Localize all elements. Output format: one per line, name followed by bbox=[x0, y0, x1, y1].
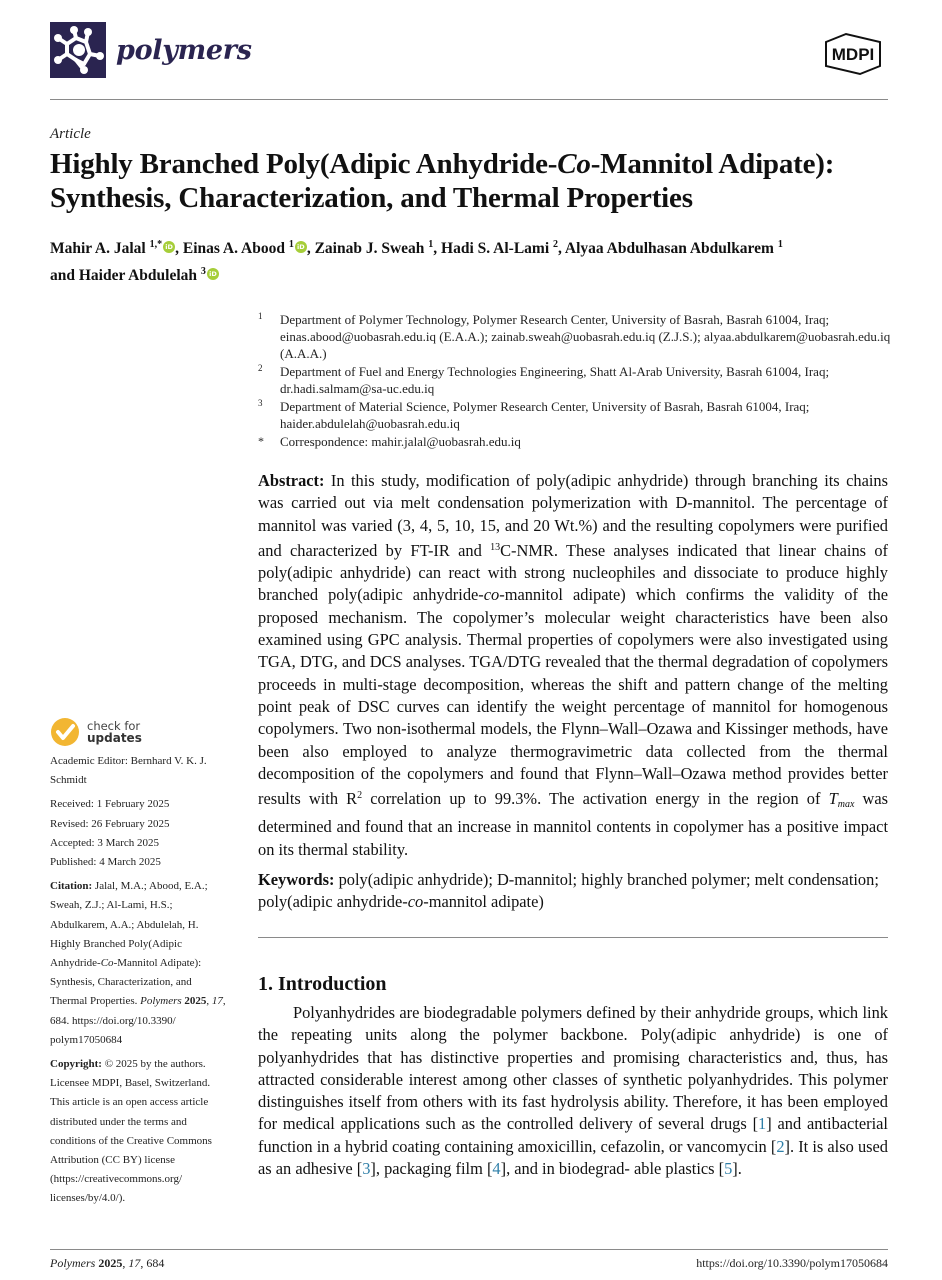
received-date: Received: 1 February 2025 bbox=[50, 798, 170, 811]
title-text: Highly Branched Poly(Adipic Anhydride- bbox=[50, 148, 558, 180]
author-name[interactable]: Zainab J. Sweah bbox=[314, 240, 425, 257]
check-updates-label bbox=[87, 720, 142, 744]
article-sidebar bbox=[50, 716, 230, 1214]
affiliation-text: Department of Fuel and Energy Technologies Engineering, Shatt Al-Arab University, Basrah 61004, Iraq; dr.hadi.salmam@sa-uc.edu.iq bbox=[280, 364, 830, 396]
abstract bbox=[258, 470, 888, 861]
article-title bbox=[50, 147, 910, 215]
citation-text: Jalal, M.A.; Abood, E.A.; Sweah, Z.J.; Al-Lami, H.S.; Abdulkarem, A.A.; Abdulelah, H. Highly Branched Poly(Adipic Anhydride- bbox=[50, 880, 208, 970]
author-list: Mahir A. Jalal $^{1,*}$ iD , Einas A. Abood $^1$ iD , Zainab J. Sweah $^1$, Hadi S. Al-Lami $^2$, Alyaa Abdulhasan Abdulkarem $^1$ and Haider Abdulelah $^3$ iD bbox=[50, 239, 783, 284]
correspondence-marker: * bbox=[258, 434, 264, 448]
italic-text: co bbox=[483, 585, 500, 605]
page-header bbox=[50, 22, 888, 82]
superscript: 13 bbox=[490, 541, 501, 553]
title-text: -Mannitol Adipate): bbox=[590, 148, 835, 180]
footer-divider bbox=[50, 1249, 888, 1250]
author-affil-sup: 1,* bbox=[149, 239, 163, 250]
affiliation-text: Department of Material Science, Polymer Research Center, University of Basrah, Basrah 61004, Iraq; haider.abdulelah@uobasrah.edu.iq bbox=[280, 399, 810, 431]
author-affil-sup: 1 bbox=[428, 239, 434, 250]
header-divider bbox=[50, 99, 888, 100]
published-date: Published: 4 March 2025 bbox=[50, 856, 161, 869]
author-affil-sup: 3 bbox=[200, 266, 206, 277]
italic-text: T bbox=[828, 789, 838, 809]
citation-block: Citation: Jalal, M.A.; Abood, E.A.; Sweah, Z.J.; Al-Lami, H.S.; Abdulkarem, A.A.; Abdulelah, H. Highly Branched Poly(Adipic Anhydride-Co-Mannitol Adipate): Synthesis, Characterization, and Thermal Properties. Polymers 2025, 17, 684. https://doi.org/10.3390/ polym17050684 bbox=[50, 880, 226, 1046]
reference-link[interactable]: 1 bbox=[758, 1114, 767, 1134]
author-name[interactable]: Haider Abdulelah bbox=[78, 267, 198, 284]
affiliation-number: 3 bbox=[258, 398, 263, 408]
affiliation-item bbox=[258, 398, 898, 432]
reference-link[interactable]: 5 bbox=[724, 1159, 733, 1179]
check-updates-line2: updates bbox=[87, 731, 142, 745]
mdpi-logo-icon[interactable] bbox=[818, 32, 888, 76]
journal-logo[interactable] bbox=[50, 22, 252, 78]
body-text: ], packaging film [ bbox=[370, 1159, 493, 1179]
author-affil-sup: 1 bbox=[777, 239, 783, 250]
footer-citation: Polymers 2025, 17, 684 bbox=[50, 1256, 165, 1270]
copyright-text: © 2025 by the authors. Licensee MDPI, Basel, Switzerland. This article is an open access article distributed under the terms and conditions of the Creative Commons Attribution (CC BY) license (https://creativecommons.org/ licenses/by/4.0/). bbox=[50, 1058, 212, 1205]
abstract-label: Abstract: bbox=[258, 471, 325, 490]
author-affil-sup: 2 bbox=[553, 239, 558, 250]
correspondence-text: Correspondence: mahir.jalal@uobasrah.edu.iq bbox=[280, 434, 521, 449]
author-name[interactable]: Alyaa Abdulhasan Abdulkarem bbox=[564, 240, 774, 257]
check-updates-icon bbox=[50, 717, 80, 747]
citation-year: 2025 bbox=[184, 995, 207, 1008]
footer-year: 2025 bbox=[98, 1256, 123, 1270]
title-italic: Co bbox=[557, 148, 591, 180]
polymers-molecule-icon bbox=[50, 22, 106, 78]
superscript: 2 bbox=[357, 790, 363, 802]
author-name[interactable]: Einas A. Abood bbox=[182, 240, 285, 257]
keywords-text: poly(adipic anhydride); D-mannitol; highly branched polymer; melt condensation; poly(adipic anhydride- bbox=[258, 870, 879, 912]
affiliation-text: Department of Polymer Technology, Polymer Research Center, University of Basrah, Basrah 61004, Iraq; einas.abood@uobasrah.edu.iq (E.A.A.); zainab.sweah@uobasrah.edu.iq (Z.J.S.); alyaa.abdulkarem@uobasrah.edu.iq (A.A.A.) bbox=[280, 312, 891, 361]
footer-volume: 17 bbox=[128, 1256, 141, 1270]
academic-editor: Academic Editor: Bernhard V. K. J. Schmidt bbox=[50, 755, 207, 787]
affiliation-number: 2 bbox=[258, 363, 263, 373]
check-for-updates-button[interactable] bbox=[50, 716, 230, 748]
body-text: Polyanhydrides are biodegradable polymers defined by their anhydride groups, which link the repeating units along the polymer backbone. Poly(adipic anhydride) is one of polyanhydrides that has distinctive properties and promising characteristics and, thus, has attracted considerable interest among other classes of synthetic polyanhydrides. This polymer distinguishes itself from others with its fast hydrolysis ability. Therefore, it has been employed for medical applications such as the controlled delivery of several drugs [ bbox=[258, 1003, 888, 1134]
correspondence-item bbox=[258, 433, 898, 450]
keywords bbox=[258, 869, 888, 914]
affiliation-item bbox=[258, 311, 898, 362]
footer-article-number: , 684 bbox=[140, 1256, 165, 1270]
svg-text:MDPI: MDPI bbox=[831, 45, 875, 64]
title-line-2: Synthesis, Characterization, and Thermal Properties bbox=[50, 182, 693, 214]
reference-link[interactable]: 3 bbox=[362, 1159, 371, 1179]
authors-connector: and bbox=[50, 267, 75, 284]
orcid-icon[interactable]: iD bbox=[295, 241, 307, 253]
body-text: ], and in biodegrad- able plastics [ bbox=[500, 1159, 725, 1179]
body-text: ]. It is also used as an adhesive [ bbox=[258, 1136, 888, 1179]
orcid-icon[interactable]: iD bbox=[207, 268, 219, 280]
subscript: max bbox=[837, 799, 855, 811]
section-divider bbox=[258, 937, 888, 938]
publication-dates bbox=[50, 795, 230, 872]
orcid-icon[interactable]: iD bbox=[163, 241, 175, 253]
affiliation-number: 1 bbox=[258, 311, 263, 321]
keywords-text: -mannitol adipate) bbox=[423, 892, 544, 912]
footer-doi-link[interactable]: https://doi.org/10.3390/polym17050684 bbox=[696, 1256, 888, 1270]
introduction-paragraph bbox=[258, 1002, 888, 1180]
abstract-text: was determined and found that an increase in mannitol contents in copolymer has a positive impact on its thermal stability. bbox=[258, 789, 889, 859]
accepted-date: Accepted: 3 March 2025 bbox=[50, 836, 160, 849]
affiliations bbox=[258, 311, 898, 451]
author-name[interactable]: Mahir A. Jalal bbox=[50, 240, 146, 257]
abstract-text: correlation up to 99.3%. The activation energy in the region of bbox=[362, 789, 829, 809]
abstract-text: In this study, modification of poly(adipic anhydride) through branching its chains was carried out via melt condensation polymerization with D-mannitol. The percentage of mannitol was varied (3, 4, 5, 10, 15, and 20 Wt.%) and the resulting copolymers were purified and characterized by FT-IR and bbox=[258, 471, 888, 560]
citation-text: -Mannitol Adipate): Synthesis, Characterization, and Thermal Properties. bbox=[50, 957, 202, 1008]
affiliation-item bbox=[258, 363, 898, 397]
article-type: Article bbox=[50, 126, 91, 142]
journal-name: polymers bbox=[116, 34, 252, 66]
copyright-block bbox=[50, 1055, 230, 1209]
citation-label: Citation: bbox=[50, 880, 93, 893]
abstract-text: C-NMR. These analyses indicated that linear chains of poly(adipic anhydride) can react with strong nucleophiles and dissociate to produce highly branched poly(adipic anhydride- bbox=[258, 540, 888, 605]
footer-journal: Polymers bbox=[50, 1256, 96, 1270]
keywords-label: Keywords: bbox=[258, 870, 335, 889]
body-text: ] and antibacterial function in a hybrid coating containing amoxicillin, cefazolin, or vancomycin [ bbox=[258, 1114, 888, 1156]
section-heading-introduction: 1. Introduction bbox=[258, 973, 387, 995]
citation-volume: 17 bbox=[211, 995, 223, 1008]
copyright-label: Copyright: bbox=[50, 1058, 102, 1071]
revised-date: Revised: 26 February 2025 bbox=[50, 817, 170, 830]
check-updates-line1: check for bbox=[87, 719, 141, 733]
abstract-text: -mannitol adipate) which confirms the validity of the proposed mechanism. The copolymer’s molecular weight characteristics have been also examined using GPC analysis. Thermal properties of copolymers were also investigated using TGA, DTG, and DCS analyses. TGA/DTG revealed that the thermal degradation of copolymers proceeds in multi-stage decomposition, whereas the shift and pattern change of the melting point peak of DSC curves can identify the weight percentage of mannitol for homogenous copolymers. Two non-isothermal models, the Flynn–Wall–Ozawa and Kissinger methods, have been also employed to analyze thermogravimetric data collected from the thermal decomposition of the copolymers and found that Flynn–Wall–Ozawa method provides better results with R bbox=[258, 585, 888, 809]
italic-text: co bbox=[407, 892, 424, 912]
author-name[interactable]: Hadi S. Al-Lami bbox=[441, 240, 550, 257]
reference-link[interactable]: 4 bbox=[492, 1159, 501, 1179]
citation-journal: Polymers bbox=[140, 995, 182, 1008]
body-text: ]. bbox=[732, 1159, 742, 1179]
reference-link[interactable]: 2 bbox=[776, 1136, 785, 1156]
author-affil-sup: 1 bbox=[288, 239, 294, 250]
italic-text: Co bbox=[100, 957, 114, 970]
citation-doi-link[interactable]: , 684. https://doi.org/10.3390/ polym17050684 bbox=[50, 995, 226, 1046]
